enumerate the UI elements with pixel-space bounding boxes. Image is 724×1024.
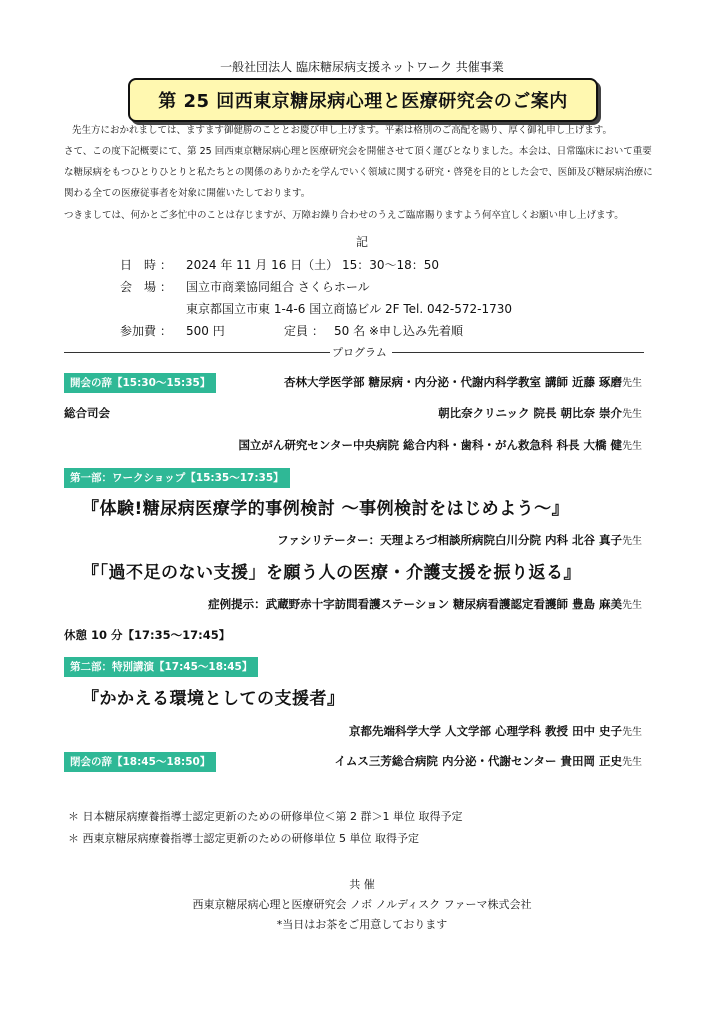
part2-suffix: 先生 [622, 727, 642, 738]
part1-case-line [208, 596, 642, 612]
part1-case-suffix: 先生 [622, 600, 642, 611]
cosponsor-names: 西東京糖尿病心理と医療研究会 ノボ ノルディスク ファーマ株式会社 [192, 898, 532, 911]
tea-note: *当日はお茶をご用意しております [276, 918, 448, 931]
note-1: ＊ 日本糖尿病療養指導士認定更新のための研修単位＜第 2 群＞1 単位 取得予定 [68, 810, 463, 823]
closing-suffix: 先生 [622, 757, 642, 768]
opening-suffix: 先生 [622, 378, 642, 389]
moderator-1: 朝比奈クリニック 院長 朝比奈 崇介 [438, 406, 622, 420]
fee-label: 参加費 ： [120, 324, 172, 338]
break-line: 休憩 10 分【17:35～17:45】 [64, 628, 231, 642]
part2-speaker: 京都先端科学大学 人文学部 心理学科 教授 田中 史子 [348, 724, 622, 738]
part1-tag: 第一部：ワークショップ【15:35～17:35】 [64, 468, 290, 488]
intro-paragraph-2: さて、この度下記概要にて、第 25 回西東京糖尿病心理と医療研究会を開催させて頂く運びとなりました。本会は、日常臨床において重要な糖尿病をもつひとりひとりと私たちとの関係のありかたを学んでいく領域に関する研究・啓発を目的とした会で、医師及び糖尿病治療に関わる全ての医療従事者を対象に開催いたしております。 [64, 146, 653, 199]
ki-heading: 記 [355, 235, 368, 249]
divider-left [64, 352, 330, 353]
program-label: プログラム [332, 346, 387, 359]
sponsor-line: 一般社団法人 臨床糖尿病支援ネットワーク 共催事業 [220, 60, 504, 74]
part2-title: 『かかえる環境としての支援者』 [82, 689, 345, 709]
intro-paragraph-3: つきましては、何かとご多忙中のことは存じますが、万障お繰り合わせのうえご臨席賜りますよう何卒宜しくお願い申し上げます。 [64, 210, 624, 221]
page-title: 第 25 回西東京糖尿病心理と医療研究会のご案内 [158, 91, 568, 112]
part1-title-1: 『体験!糖尿病医療学的事例検討 ～事例検討をはじめよう～』 [82, 499, 570, 519]
closing-speaker: イムス三芳総合病院 内分泌・代謝センター 貴田岡 正史 [334, 754, 622, 768]
part1-case: 症例提示：武蔵野赤十字訪問看護ステーション 糖尿病看護認定看護師 豊島 麻美 [208, 597, 622, 611]
opening-speaker: 杏林大学医学部 糖尿病・内分泌・代謝内科学教室 講師 近藤 琢磨 [283, 375, 622, 389]
opening-speaker-line [284, 374, 642, 390]
moderator-2-line [238, 437, 642, 453]
venue-address: 東京都国立市東 1-4-6 国立商協ビル 2F Tel. 042-572-1730 [186, 302, 513, 316]
intro-paragraph-1: 先生方におかれましては、ますます御健勝のこととお慶び申し上げます。平素は格別のご高配を賜り、厚く御礼申し上げます。 [72, 125, 612, 136]
moderator-2: 国立がん研究センター中央病院 総合内科・歯科・がん救急科 科長 大橋 健 [238, 438, 622, 452]
venue-value: 国立市商業協同組合 さくらホール [186, 280, 370, 294]
part1-title-2: 『「過不足のない支援」を願う人の医療・介護支援を振り返る』 [82, 563, 581, 583]
capacity-value: 50 名 ※申し込み先着順 [334, 324, 463, 338]
venue-label: 会 場 ： [120, 280, 172, 294]
part1-facilitator-line [277, 532, 642, 548]
capacity-label: 定員 ： [284, 324, 324, 338]
moderator-1-suffix: 先生 [622, 409, 642, 420]
cosponsor-label: 共 催 [349, 878, 375, 891]
part2-speaker-line [349, 723, 642, 739]
date-label: 日 時 ： [120, 258, 172, 272]
date-value: 2024 年 11 月 16 日（土） 15：30～18：50 [186, 258, 440, 272]
opening-tag: 開会の辞【15:30～15:35】 [64, 373, 216, 393]
moderator-2-suffix: 先生 [622, 441, 642, 452]
divider-right [392, 352, 644, 353]
moderator-1-line [438, 405, 642, 421]
part2-tag: 第二部：特別講演【17:45～18:45】 [64, 657, 258, 677]
closing-tag: 閉会の辞【18:45～18:50】 [64, 752, 216, 772]
title-box [128, 78, 598, 122]
part1-facilitator: ファシリテーター：天理よろづ相談所病院白川分院 内科 北谷 真子 [277, 533, 622, 547]
closing-speaker-line [334, 753, 642, 769]
fee-value: 500 円 [186, 324, 225, 338]
moderator-label: 総合司会 [64, 406, 110, 420]
note-2: ＊ 西東京糖尿病療養指導士認定更新のための研修単位 5 単位 取得予定 [68, 832, 419, 845]
part1-facilitator-suffix: 先生 [622, 536, 642, 547]
